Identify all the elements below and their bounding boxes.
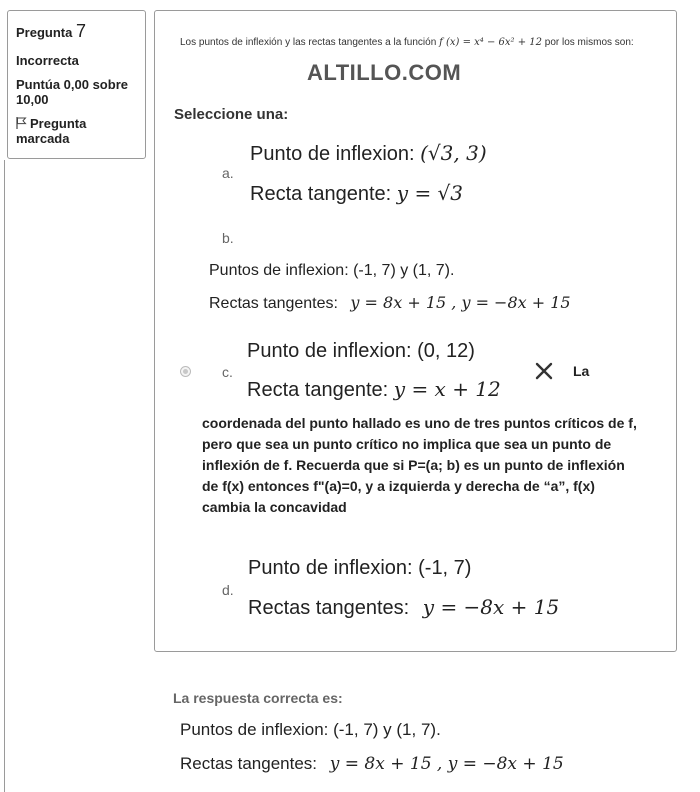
correct-answer-heading: La respuesta correcta es: <box>173 690 343 706</box>
question-grade: Puntúa 0,00 sobre 10,00 <box>16 77 128 107</box>
function-formula: f (x) = x⁴ − 6x² + 12 <box>439 37 542 48</box>
flag-question-button[interactable] <box>16 116 137 146</box>
question-info-panel <box>7 10 146 159</box>
feedback-start: La <box>573 363 590 379</box>
option-c-line2[interactable]: Recta tangente: y = x + 12 <box>247 377 501 401</box>
question-number-value: 7 <box>75 21 86 41</box>
option-a-letter[interactable]: a. <box>222 165 234 181</box>
option-b-line1[interactable]: Puntos de inflexion: (-1, 7) y (1, 7). <box>209 262 455 279</box>
flag-icon <box>16 117 27 129</box>
option-c-feedback: coordenada del punto hallado es uno de tres puntos críticos de f, pero que sea un punto crítico no implica que sea un punto de inflexión de f. Recuerda que si P=(a; b) es un punto de inflexión de f(x) entonces f"(a)=0, y a izquierda y derecha de “a”, f(x) cambia la concavidad <box>202 415 637 515</box>
option-d-line2[interactable]: Rectas tangentes: y = −8x + 15 <box>248 595 560 619</box>
option-b-letter[interactable]: b. <box>222 230 234 246</box>
question-state: Incorrecta <box>16 53 79 68</box>
flag-label: Pregunta marcada <box>16 116 87 146</box>
option-b-line2[interactable]: Rectas tangentes: y = 8x + 15 , y = −8x + 15 <box>209 293 571 312</box>
option-c-letter[interactable]: c. <box>222 364 233 380</box>
correct-answer-line1: Puntos de inflexion: (-1, 7) y (1, 7). <box>180 720 441 739</box>
answer-prompt: Seleccione una: <box>174 106 289 123</box>
left-rule <box>4 160 5 792</box>
watermark: ALTILLO.COM <box>307 60 462 85</box>
option-c-radio[interactable] <box>180 366 191 377</box>
incorrect-x-icon <box>534 361 554 381</box>
correct-answer-line2: Rectas tangentes: y = 8x + 15 , y = −8x + 15 <box>180 754 564 774</box>
question-text: Los puntos de inflexión y las rectas tangentes a la función f (x) = x⁴ − 6x² + 12 por los mismos son: <box>180 37 634 48</box>
option-a-line1[interactable]: Punto de inflexion: (√3, 3) <box>250 141 487 165</box>
option-d-line1[interactable]: Punto de inflexion: (-1, 7) <box>248 557 472 579</box>
question-number: Pregunta 7 <box>16 21 86 41</box>
option-c-line1[interactable]: Punto de inflexion: (0, 12) <box>247 340 475 362</box>
option-d-letter[interactable]: d. <box>222 582 234 598</box>
option-a-line2[interactable]: Recta tangente: y = √3 <box>250 181 464 205</box>
